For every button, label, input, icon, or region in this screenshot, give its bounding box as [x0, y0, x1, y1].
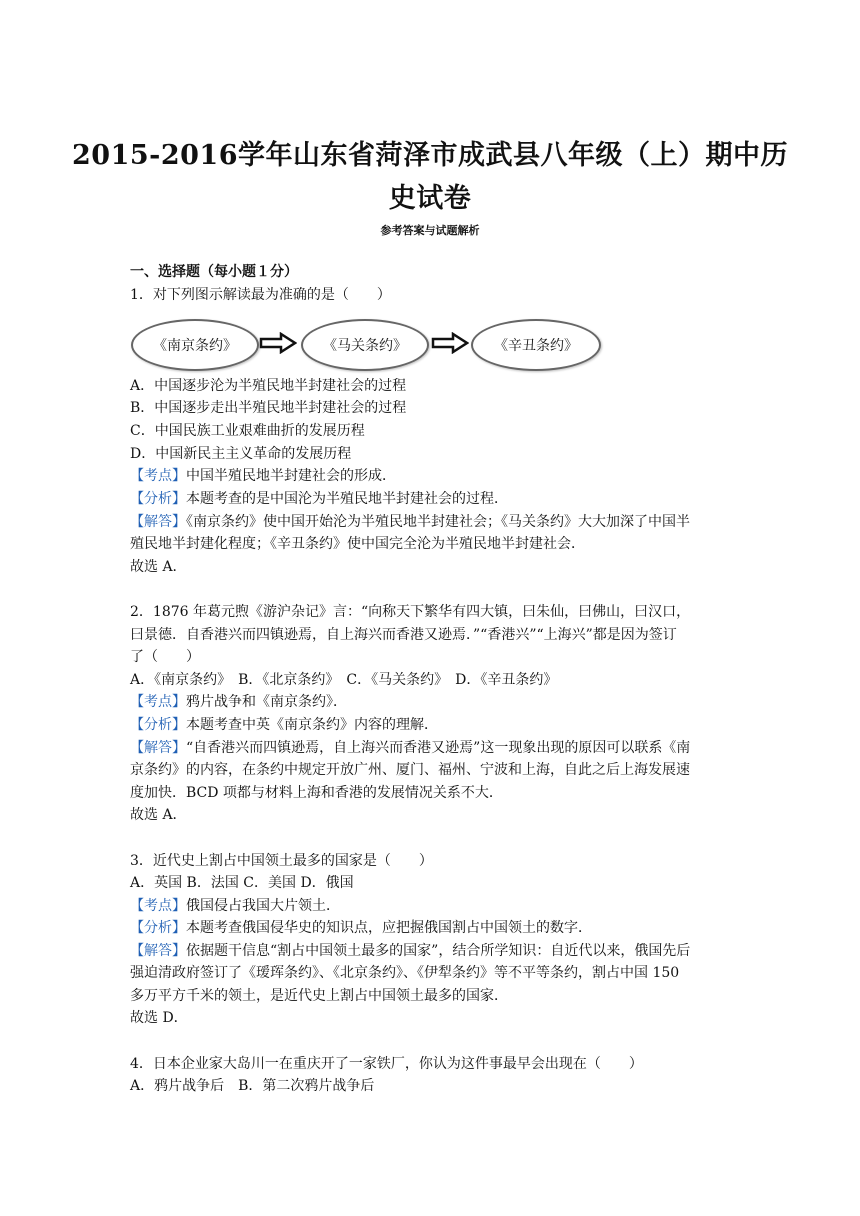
treaty-oval-nanjing: 《南京条约》 [131, 319, 259, 371]
q4-stem: 4．日本企业家大岛川一在重庆开了一家铁厂，你认为这件事最早会出现在（ ） [130, 1056, 643, 1072]
q1-answer: 故选 A． [130, 559, 187, 575]
q1-kaodian [130, 466, 396, 486]
q1-option-a: A．中国逐步沦为半殖民地半封建社会的过程 [130, 378, 407, 394]
q2-kaodian [130, 692, 347, 712]
jieda-tag: 【解答】 [130, 943, 186, 959]
fenxi-tag: 【分析】 [130, 920, 186, 936]
right-arrow-icon [431, 332, 469, 354]
q2-stem-2: 曰景德．自香港兴而四镇逊焉，自上海兴而香港又逊焉．”“香港兴”“上海兴”都是因为签订 [130, 627, 677, 643]
fenxi-text: 本题考查中英《南京条约》内容的理解． [186, 717, 438, 733]
jieda-text: 依据题干信息“割占中国领土最多的国家”，结合所学知识：自近代以来，俄国先后 [186, 943, 691, 959]
fenxi-tag: 【分析】 [130, 491, 186, 507]
q3-jieda [130, 941, 690, 961]
kaodian-text: 俄国侵占我国大片领土． [186, 898, 340, 914]
q3-jieda-cont-2: 多万平方千米的领土，是近代史上割占中国领土最多的国家． [130, 988, 508, 1004]
q1-option-b: B．中国逐步走出半殖民地半封建社会的过程 [130, 400, 407, 416]
q1-fenxi [130, 489, 508, 509]
treaty-oval-maguan: 《马关条约》 [301, 319, 429, 371]
kaodian-tag: 【考点】 [130, 898, 186, 914]
kaodian-text: 鸦片战争和《南京条约》． [186, 694, 347, 710]
q1-jieda [130, 512, 690, 532]
q1-stem: 1．对下列图示解读最为准确的是（ ） [130, 287, 391, 303]
jieda-tag: 【解答】 [130, 514, 186, 530]
fenxi-text: 本题考查俄国侵华史的知识点，应把握俄国割占中国领土的数字． [186, 920, 592, 936]
q4-options: A．鸦片战争后 B．第二次鸦片战争后 [130, 1078, 375, 1094]
q1-jieda-cont: 殖民地半封建化程度；《辛丑条约》使中国完全沦为半殖民地半封建社会． [130, 536, 585, 552]
fenxi-text: 本题考查的是中国沦为半殖民地半封建社会的过程． [186, 491, 508, 507]
kaodian-tag: 【考点】 [130, 468, 186, 484]
treaty-flow-diagram [129, 316, 601, 372]
jieda-text: 《南京条约》使中国开始沦为半殖民地半封建社会；《马关条约》大大加深了中国半 [186, 514, 690, 530]
q3-kaodian [130, 896, 340, 916]
page-subtitle: 参考答案与试题解析 [380, 224, 480, 237]
q3-fenxi [130, 918, 592, 938]
q2-fenxi [130, 715, 438, 735]
jieda-text: “自香港兴而四镇逊焉，自上海兴而香港又逊焉”这一现象出现的原因可以联系《南 [186, 740, 691, 756]
q2-stem-1: 2．1876 年葛元煦《游沪杂记》言：“向称天下繁华有四大镇，曰朱仙，曰佛山，曰汉口， [130, 604, 691, 620]
q2-jieda [130, 738, 690, 758]
page-title-line-2: 史试卷 [388, 183, 472, 214]
q3-stem: 3．近代史上割占中国领土最多的国家是（ ） [130, 853, 433, 869]
q3-options: A．英国 B．法国 C．美国 D．俄国 [130, 875, 354, 891]
jieda-tag: 【解答】 [130, 740, 186, 756]
q3-jieda-cont-1: 强迫清政府签订了《瑷珲条约》、《北京条约》、《伊犁条约》等不平等条约，割占中国 150 [130, 965, 680, 981]
kaodian-text: 中国半殖民地半封建社会的形成． [186, 468, 396, 484]
right-arrow-icon [259, 332, 297, 354]
q2-jieda-cont-2: 度加快．BCD 项都与材料上海和香港的发展情况关系不大． [130, 785, 503, 801]
kaodian-tag: 【考点】 [130, 694, 186, 710]
section-heading: 一、选择题（每小题１分） [130, 264, 298, 280]
q2-options: A．《南京条约》 B．《北京条约》 C．《马关条约》 D．《辛丑条约》 [130, 672, 558, 688]
q2-stem-3: 了（ ） [130, 649, 200, 665]
q3-answer: 故选 D． [130, 1010, 188, 1026]
page-title-line-1: 2015-2016学年山东省菏泽市成武县八年级（上）期中历 [72, 140, 788, 171]
q2-answer: 故选 A． [130, 807, 187, 823]
q1-option-c: C．中国民族工业艰难曲折的发展历程 [130, 423, 365, 439]
q1-option-d: D．中国新民主主义革命的发展历程 [130, 446, 352, 462]
q2-jieda-cont-1: 京条约》的内容，在条约中规定开放广州、厦门、福州、宁波和上海，自此之后上海发展速 [130, 762, 690, 778]
treaty-oval-xinchou: 《辛丑条约》 [471, 319, 601, 371]
fenxi-tag: 【分析】 [130, 717, 186, 733]
